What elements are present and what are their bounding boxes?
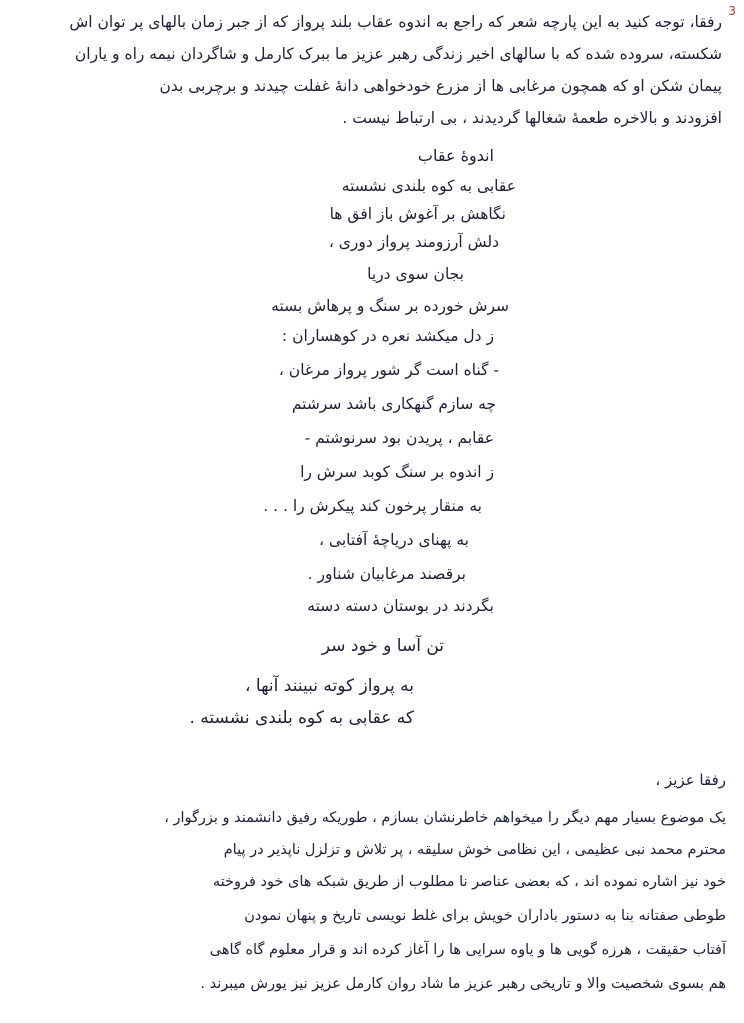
section2-line-1: یک موضوع بسیار مهم دیگر را میخواهم خاطرنشان بسازم ، طوریکه رفیق دانشمند و بزرگوار ، xyxy=(164,810,726,826)
section2-line-2: محترم محمد نبی عظیمی ، این نظامی خوش سلیقه ، پر تلاش و تزلزل ناپذیر در پیام xyxy=(223,842,726,858)
poem-line-12: به پهنای دریاچهٔ آفتابی ، xyxy=(319,531,469,549)
poem-line-17: که عقابی به کوه بلندی نشسته . xyxy=(189,708,414,728)
salutation: رفقا عزیز ، xyxy=(655,771,726,789)
poem-line-5: سرش خورده بر سنگ و پرهاش بسته xyxy=(271,297,509,315)
poem-line-14: بگردند در بوستان دسته دسته xyxy=(307,597,494,615)
poem-line-6: ز دل میکشد نعره در کوهساران : xyxy=(281,327,494,345)
poem-line-3: دلش آرزومند پرواز دوری ، xyxy=(328,233,499,251)
poem-line-16: به پرواز کوته نبینند آنها ، xyxy=(245,676,414,696)
poem-line-15: تن آسا و خود سر xyxy=(321,636,444,656)
intro-line-1: رفقا، توجه کنید به این پارچه شعر که راجع به اندوه عقاب بلند پرواز که از جبر زمان بالهای پر توان اش xyxy=(69,13,722,31)
poem-line-8: چه سازم گنهکاری باشد سرشتم xyxy=(291,395,496,413)
intro-line-3: پیمان شکن او که همچون مرغابی ها از مزرع خودخواهی دانهٔ غفلت چیدند و برچربی بدن xyxy=(159,77,722,95)
poem-line-4: بجان سوی دریا xyxy=(367,265,464,283)
poem-line-10: ز اندوه بر سنگ کوبد سرش را xyxy=(300,463,494,481)
section2-line-4: طوطی صفتانه بنا به دستور باداران خویش برای غلط نویسی تاریخ و پنهان نمودن xyxy=(244,908,726,924)
poem-line-11: به منقار پرخون کند پیکرش را . . . xyxy=(263,497,482,515)
poem-line-2: نگاهش بر آغوش باز افق ها xyxy=(329,205,506,223)
poem-line-13: برقصند مرغابیان شناور . xyxy=(307,565,466,583)
page-number: 3 xyxy=(728,4,736,18)
poem-line-9: عقابم ، پریدن بود سرنوشتم - xyxy=(304,429,494,447)
intro-line-4: افزودند و بالاخره طعمهٔ شغالها گردیدند ، بی ارتباط نیست . xyxy=(342,109,722,127)
section2-line-5: آفتاب حقیقت ، هرزه گویی ها و یاوه سرایی ها را آغاز کرده اند و قرار معلوم گاه گاهی xyxy=(209,942,726,958)
intro-line-2: شکسته، سروده شده که با سالهای اخیر زندگی رهبر عزیز ما ببرک کارمل و شاگردان نیمه راه و یاران xyxy=(74,45,722,63)
section2-line-6: هم بسوی شخصیت والا و تاریخی رهبر عزیز ما شاد روان کارمل عزیز نیز یورش میبرند . xyxy=(200,976,726,992)
poem-line-7: - گناه است گر شور پرواز مرغان ، xyxy=(278,361,499,379)
section2-line-3: خود نیز اشاره نموده اند ، که بعضی عناصر نا مطلوب از طریق شبکه های خود فروخته xyxy=(212,874,726,890)
poem-line-1: عقابی به کوه بلندی نشسته xyxy=(341,177,516,195)
poem-title: اندوهٔ عقاب xyxy=(417,146,494,165)
